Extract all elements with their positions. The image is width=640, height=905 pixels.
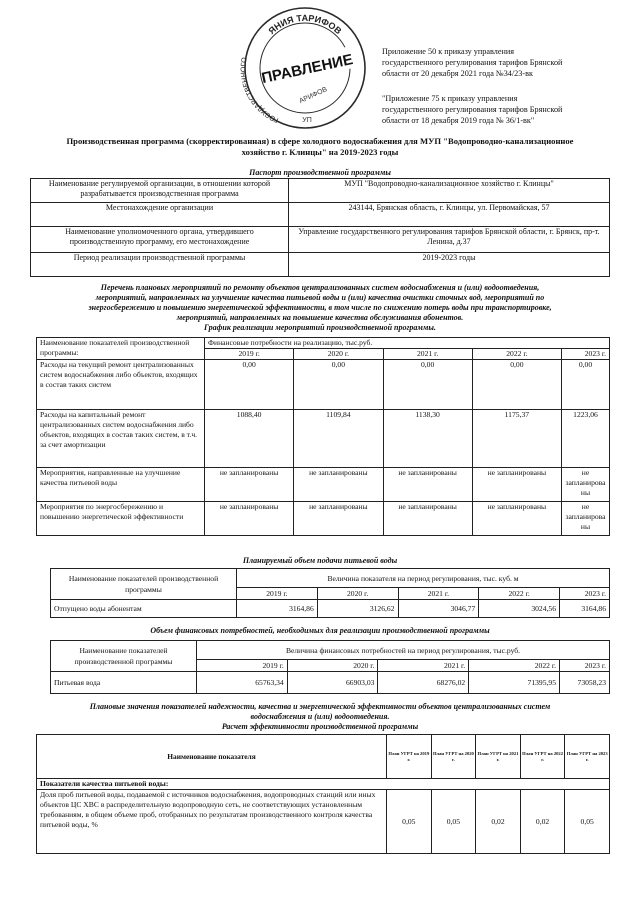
column-label: Наименование показателей производственной программы — [51, 569, 237, 600]
column-group-label: Величина показателя на период регулирования, тыс. куб. м — [237, 569, 610, 588]
column-label: Наименование показателя — [37, 735, 387, 779]
row-value: не запланированы — [472, 468, 561, 502]
row-value: 0,05 — [387, 790, 432, 854]
row-value: 68276,02 — [378, 672, 469, 694]
row-label: Мероприятия, направленные на улучшение качества питьевой воды — [37, 468, 205, 502]
row-label: Мероприятия по энергосбережению и повышению энергетической эффективности — [37, 502, 205, 536]
passport-label: Местонахождение организации — [31, 203, 289, 227]
group-label: Показатели качества питьевой воды: — [37, 779, 610, 790]
row-value: 3126,62 — [317, 600, 398, 618]
row-label: Отпущено воды абонентам — [51, 600, 237, 618]
row-value: 1088,40 — [205, 410, 294, 468]
row-value: 71395,95 — [469, 672, 560, 694]
row-value: 3164,86 — [560, 600, 610, 618]
column-group-label: Величина финансовых потребностей на период регулирования, тыс.руб. — [197, 641, 610, 660]
reliability-table — [36, 734, 610, 854]
year-header: 2021 г. — [398, 588, 479, 600]
passport-value: МУП "Водопроводно-канализационное хозяйство г. Клинцы" — [289, 179, 610, 203]
measures-heading: Перечень плановых мероприятий по ремонту объектов централизованных систем водоснабжения и (или) водоотведения, мероприятий, направленных на улучшение качества питьевой воды и (или) качества очистки сточных вод, мероприятий по энергосбережению и повышению энергетической эффективности, в том числе по снижению потерь воды при транспортировке, мероприятий, направленных на повышение качества обслуживания абонентов. График реализации мероприятий производственной программы. — [88, 283, 552, 332]
table-row — [37, 502, 610, 536]
stamp-side-text: ГОСУДАРСТВЕННОГО — [240, 56, 280, 124]
row-value: не запланированы — [294, 468, 383, 502]
row-value: не запланированы — [205, 468, 294, 502]
table-header-row — [51, 569, 610, 588]
passport-label: Наименование регулируемой организации, в отношении которой разрабатывается производственная программа — [31, 179, 289, 203]
table-row — [31, 227, 610, 253]
plan-header: План УГРТ на 2019 г. — [387, 735, 432, 779]
row-value: 0,00 — [205, 360, 294, 410]
row-label: Расходы на текущий ремонт централизованных систем водоснабжения либо объектов, входящих в состав таких систем — [37, 360, 205, 410]
row-value: 3164,86 — [237, 600, 318, 618]
finance-table — [50, 640, 610, 694]
table-group-row — [37, 779, 610, 790]
row-value: 0,02 — [520, 790, 565, 854]
table-row — [37, 360, 610, 410]
stamp-center-text: ПРАВЛЕНИЕ — [260, 51, 355, 88]
table-row — [31, 203, 610, 227]
plan-header: План УГРТ на 2020 г. — [431, 735, 476, 779]
row-value: не запланированы — [383, 468, 472, 502]
row-value: 73058,23 — [560, 672, 610, 694]
passport-label: Период реализации производственной программы — [31, 253, 289, 277]
stamp-upper-text: ЯНИЯ ТАРИФОВ — [266, 12, 344, 37]
row-value: 0,00 — [294, 360, 383, 410]
table-row — [31, 179, 610, 203]
passport-value: Управление государственного регулирования тарифов Брянской области, г. Брянск, пр-т. Ленина, д.37 — [289, 227, 610, 253]
table-header-row — [37, 735, 610, 779]
supply-heading: Планируемый объем подачи питьевой воды — [242, 556, 398, 565]
passport-table — [30, 178, 610, 277]
row-value: не запланирова ны — [562, 502, 610, 536]
row-label: Доля проб питьевой воды, подаваемой с источников водоснабжения, водопроводных станций или иных объектов ЦС ХВС в распределительную водопроводную сеть, не соответствующих установленным требованиям, в общем объеме проб, отобранных по результатам производственного контроля качества питьевой воды, % — [37, 790, 387, 854]
year-header: 2020 г. — [317, 588, 398, 600]
row-value: не запланированы — [205, 502, 294, 536]
year-header: 2020 г. — [287, 660, 378, 672]
table-row — [31, 253, 610, 277]
row-value: не запланирова ны — [562, 468, 610, 502]
stamp-bottom-text: УП — [302, 117, 312, 124]
row-value: 0,00 — [562, 360, 610, 410]
row-value: 0,00 — [472, 360, 561, 410]
table-header-row — [51, 641, 610, 660]
stamp-lower-text: АРИФОВ — [298, 86, 329, 106]
row-value: 1223,06 — [562, 410, 610, 468]
year-header: 2023 г. — [562, 349, 610, 360]
reliability-heading: Плановые значения показателей надежности, качества и энергетической эффективности объектов централизованных систем водоснабжения и (или) водоотведения. Расчет эффективности производственной программы — [89, 702, 551, 731]
row-label: Расходы на капитальный ремонт централизованных систем водоснабжения либо объектов, входящих в состав таких систем, в т.ч. за счет амортизации — [37, 410, 205, 468]
year-header: 2023 г. — [560, 660, 610, 672]
plan-header: План УГРТ на 2023 г. — [565, 735, 610, 779]
year-header: 2019 г. — [237, 588, 318, 600]
row-value: 66903,03 — [287, 672, 378, 694]
measures-table — [36, 337, 610, 536]
passport-heading: Паспорт производственной программы — [249, 168, 391, 177]
year-header: 2022 г. — [469, 660, 560, 672]
table-row — [37, 790, 610, 854]
column-label: Наименование показателей производственной программы — [51, 641, 197, 672]
row-value: не запланированы — [383, 502, 472, 536]
row-value: не запланированы — [472, 502, 561, 536]
table-row — [37, 468, 610, 502]
year-header: 2021 г. — [378, 660, 469, 672]
year-header: 2022 г. — [472, 349, 561, 360]
annex-reference-2019: "Приложение 75 к приказу управления государственного регулирования тарифов Брянской области от 18 декабря 2019 года № 36/1-вк" — [382, 94, 563, 125]
column-group-label: Финансовые потребности на реализацию, тыс.руб. — [205, 338, 610, 349]
supply-table — [50, 568, 610, 618]
passport-value: 243144, Брянская область, г. Клинцы, ул. Первомайская, 57 — [289, 203, 610, 227]
document-title: Производственная программа (скорректированная) в сфере холодного водоснабжения для МУП "Водопроводно-канализационное хозяйство г. Клинцы" на 2019-2023 годы — [66, 136, 574, 157]
row-value: 0,05 — [431, 790, 476, 854]
table-row — [51, 600, 610, 618]
plan-header: План УГРТ на 2022 г. — [520, 735, 565, 779]
year-header: 2023 г. — [560, 588, 610, 600]
svg-text:ЯНИЯ ТАРИФОВ — [267, 13, 344, 36]
year-header: 2019 г. — [205, 349, 294, 360]
passport-label: Наименование уполномоченного органа, утвердившего производственную программу, его местонахождение — [31, 227, 289, 253]
annex-reference-2021: Приложение 50 к приказу управления государственного регулирования тарифов Брянской области от 20 декабря 2021 года №34/23-вк — [382, 47, 563, 78]
row-value: 0,02 — [476, 790, 521, 854]
year-header: 2021 г. — [383, 349, 472, 360]
row-value: не запланированы — [294, 502, 383, 536]
year-header: 2022 г. — [479, 588, 560, 600]
row-value: 3024,56 — [479, 600, 560, 618]
year-header: 2020 г. — [294, 349, 383, 360]
row-value: 0,00 — [383, 360, 472, 410]
official-stamp — [240, 4, 370, 132]
row-value: 1138,30 — [383, 410, 472, 468]
row-value: 0,05 — [565, 790, 610, 854]
table-row — [51, 672, 610, 694]
column-label: Наименование показателей производственной программы: — [37, 338, 205, 360]
passport-value: 2019-2023 годы — [289, 253, 610, 277]
plan-header: План УГРТ на 2021 г. — [476, 735, 521, 779]
row-value: 1109,84 — [294, 410, 383, 468]
table-header-row — [37, 338, 610, 349]
table-row — [37, 410, 610, 468]
row-label: Питьевая вода — [51, 672, 197, 694]
year-header: 2019 г. — [197, 660, 288, 672]
row-value: 3046,77 — [398, 600, 479, 618]
row-value: 1175,37 — [472, 410, 561, 468]
row-value: 65763,34 — [197, 672, 288, 694]
finance-heading: Объем финансовых потребностей, необходимых для реализации производственной программы — [150, 626, 490, 635]
